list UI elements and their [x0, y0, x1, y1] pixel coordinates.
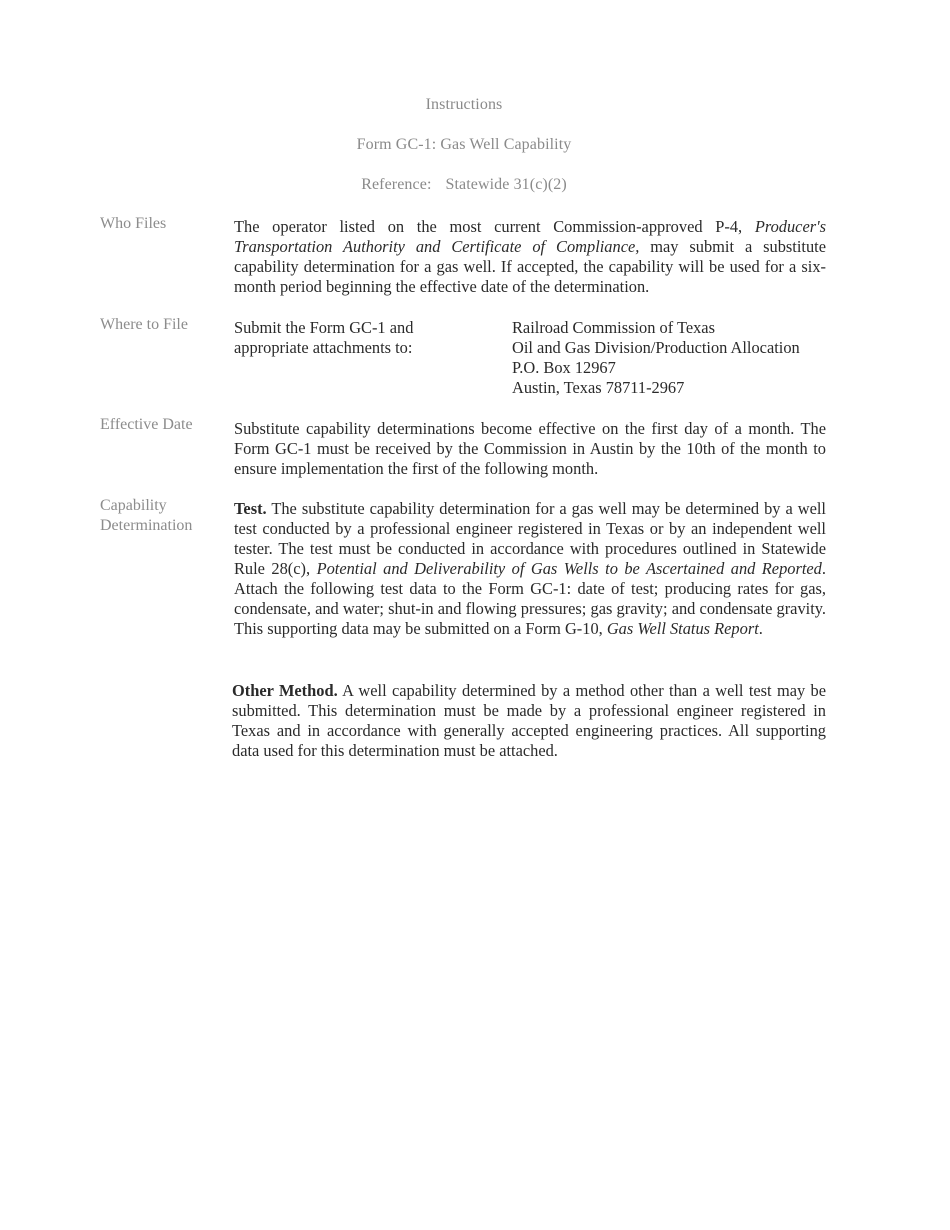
form-name: Form GC-1: Gas Well Capability [356, 136, 572, 153]
capability-label-line-2: Determination [100, 517, 193, 534]
other-method-text: A well capability determined by a method other than a well test may be submitted. This determination must be made by a professional engineer registered in Texas and in accordance with generally accepted engineering practices. All supporting data used for this determination must be attached. [232, 681, 826, 760]
where-to-file-instruction [234, 318, 484, 358]
page-title: Instructions [425, 96, 503, 113]
address-line-4: Austin, Texas 78711-2967 [512, 378, 685, 397]
who-files-text [234, 217, 826, 297]
other-method-heading: Other Method. [232, 681, 338, 700]
address-line-3: P.O. Box 12967 [512, 358, 616, 377]
reference-value: Statewide 31(c)(2) [445, 176, 567, 193]
other-method-paragraph [232, 681, 826, 761]
test-paragraph [234, 499, 826, 639]
test-text-3: . [758, 619, 763, 638]
effective-date-text: Substitute capability determinations become effective on the first day of a month. The Form GC-1 must be received by the Commission in Austin by the 10th of the month to ensure implementation the first of the following month. [234, 419, 826, 478]
address-line-1: Railroad Commission of Texas [512, 318, 715, 337]
address-line-2: Oil and Gas Division/Production Allocation [512, 338, 800, 357]
who-files-italic-1: Producer's Transportation Authority and Certificate of Compliance, [234, 217, 826, 256]
mailing-address [512, 318, 842, 398]
reference-line [0, 176, 928, 194]
who-files-text-1: The operator listed on the most current Commission-approved P-4, [234, 217, 755, 236]
who-files-text-2: may submit a substitute capability determination for a gas well. If accepted, the capability will be used for a six-month period beginning the effective date of the determination. [234, 237, 826, 296]
test-italic-2: Gas Well Status Report [606, 619, 759, 638]
where-to-file-label: Where to File [100, 316, 188, 333]
capability-label-line-1: Capability [100, 497, 167, 514]
reference-label: Reference: [361, 176, 432, 193]
test-text-1: The substitute capability determination for a gas well may be determined by a well test conducted by a professional engineer registered in Texas or by an independent well tester. The test must be conducted in accordance with procedures outlined in Statewide Rule 28(c), [234, 499, 826, 578]
effective-date-label: Effective Date [100, 416, 193, 433]
where-instruction-line-2: appropriate attachments to: [234, 338, 413, 357]
test-italic-1: Potential and Deliverability of Gas Wells to be Ascertained and Reported [316, 559, 822, 578]
test-heading: Test. [234, 499, 267, 518]
capability-determination-label [100, 496, 225, 536]
who-files-label: Who Files [100, 215, 167, 232]
test-text-2: . Attach the following test data to the Form GC-1: date of test; producing rates for gas, condensate, and water; shut-in and flowing pressures; gas gravity; and condensate gravity. This supporting data may be submitted on a Form G-10, [234, 559, 826, 638]
where-instruction-line-1: Submit the Form GC-1 and [234, 318, 414, 337]
